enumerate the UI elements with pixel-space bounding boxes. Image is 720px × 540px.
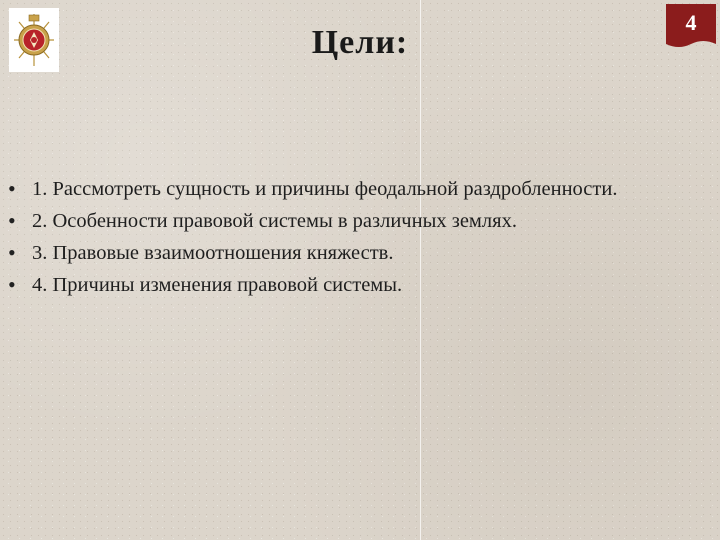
slide-number: 4	[685, 10, 697, 35]
list-item-text: 3. Правовые взаимоотношения княжеств.	[32, 242, 394, 264]
bullet-icon: •	[8, 240, 16, 265]
list-item-text: 1. Рассмотреть сущность и причины феодальной раздробленности.	[32, 178, 618, 200]
list-item	[8, 208, 618, 234]
emblem-logo	[9, 8, 59, 72]
bullet-icon: •	[8, 272, 16, 297]
goals-list	[8, 176, 618, 304]
slide-number-badge	[666, 4, 716, 52]
bullet-icon: •	[8, 208, 16, 233]
slide-title: Цели:	[311, 24, 409, 61]
list-item	[8, 240, 618, 266]
list-item	[8, 272, 618, 298]
bullet-icon: •	[8, 176, 16, 201]
emblem-icon	[12, 11, 56, 69]
list-item	[8, 176, 618, 202]
list-item-text: 2. Особенности правовой системы в различных землях.	[32, 210, 517, 232]
list-item-text: 4. Причины изменения правовой системы.	[32, 274, 403, 296]
